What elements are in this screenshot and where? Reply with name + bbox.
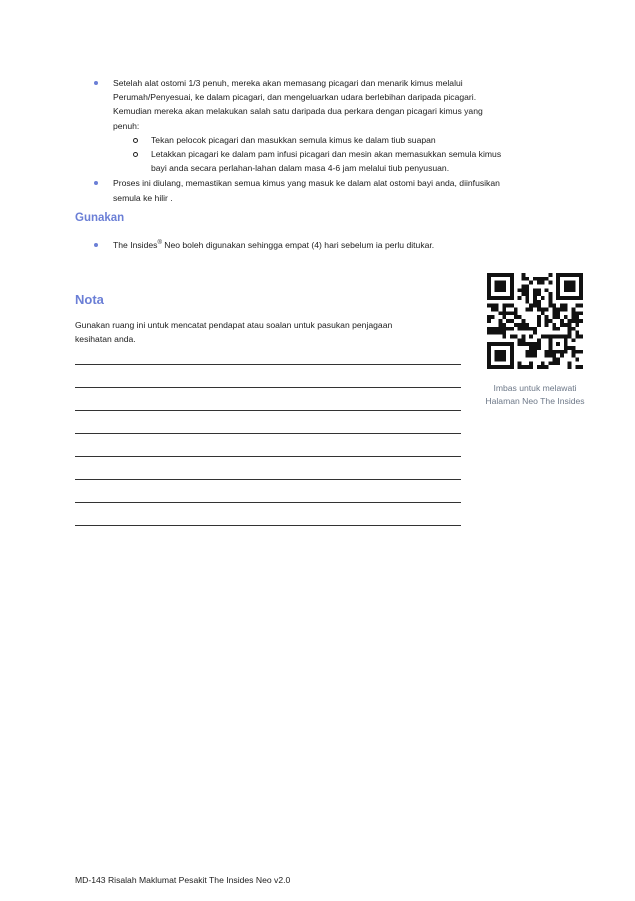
usage-list — [94, 238, 564, 252]
qr-caption — [470, 382, 600, 408]
usage-text-start: The Insides — [113, 240, 158, 250]
footer: MD-143 Risalah Maklumat Pesakit The Insides Neo v2.0 — [75, 875, 291, 885]
qr-caption-line1: Imbas untuk melawati — [493, 383, 577, 393]
bullet2-line2: semula ke hilir . — [113, 192, 173, 203]
nota-line1: Gunakan ruang ini untuk mencatat pendapat atau soalan untuk pasukan penjagaan — [75, 320, 393, 330]
writing-line — [75, 456, 461, 457]
sub1-text: Tekan pelocok picagari dan masukkan semula kimus ke dalam tiub suapan — [151, 134, 436, 145]
nota-heading: Nota — [75, 292, 104, 307]
notes-writing-area[interactable] — [75, 364, 461, 548]
writing-line — [75, 364, 461, 365]
list-item — [94, 176, 564, 204]
writing-line — [75, 502, 461, 503]
sub2-line2: bayi anda secara perlahan-lahan dalam masa 4-6 jam melalui tiub penyusuan. — [151, 163, 450, 174]
usage-text-end: Neo boleh digunakan sehingga empat (4) hari sebelum ia perlu ditukar. — [161, 240, 435, 250]
sub2-line1: Letakkan picagari ke dalam pam infusi picagari dan mesin akan memasukkan semula kimus — [151, 149, 502, 160]
bullet-icon — [94, 243, 98, 247]
gunakan-heading: Gunakan — [75, 212, 125, 224]
bullet1-line3: Kemudian mereka akan melakukan salah satu daripada dua perkara dengan picagari kimus yang — [113, 106, 483, 117]
writing-line — [75, 387, 461, 388]
bullet2-line1: Proses ini diulang, memastikan semua kimus yang masuk ke dalam alat ostomi bayi anda, diinfusikan — [113, 178, 500, 189]
qr-code-icon[interactable] — [487, 273, 583, 369]
registered-mark: ® — [157, 240, 162, 246]
nota-line2: kesihatan anda. — [75, 334, 136, 344]
writing-line — [75, 525, 461, 526]
circle-bullet-icon — [133, 138, 138, 143]
writing-line — [75, 410, 461, 411]
list-item — [94, 238, 564, 252]
circle-bullet-icon — [133, 152, 138, 157]
bullet1-line1: Setelah alat ostomi 1/3 penuh, mereka akan memasang picagari dan menarik kimus melalui — [113, 78, 463, 88]
qr-caption-line2: Halaman Neo The Insides — [485, 396, 585, 406]
bullet1-line2: Perumah/Penyesuai, ke dalam picagari, dan mengeluarkan udara berlebihan daripada picagari. — [113, 92, 477, 103]
sub-list-item — [132, 147, 564, 175]
writing-line — [75, 479, 461, 480]
list-item — [94, 76, 564, 175]
sub-list-item — [132, 133, 564, 147]
nota-instruction — [75, 318, 455, 346]
instructions-list — [94, 76, 564, 205]
bullet-icon — [94, 81, 98, 85]
writing-line — [75, 433, 461, 434]
sub-list — [132, 133, 564, 176]
bullet-icon — [94, 181, 98, 185]
bullet1-line4: penuh: — [113, 120, 140, 131]
